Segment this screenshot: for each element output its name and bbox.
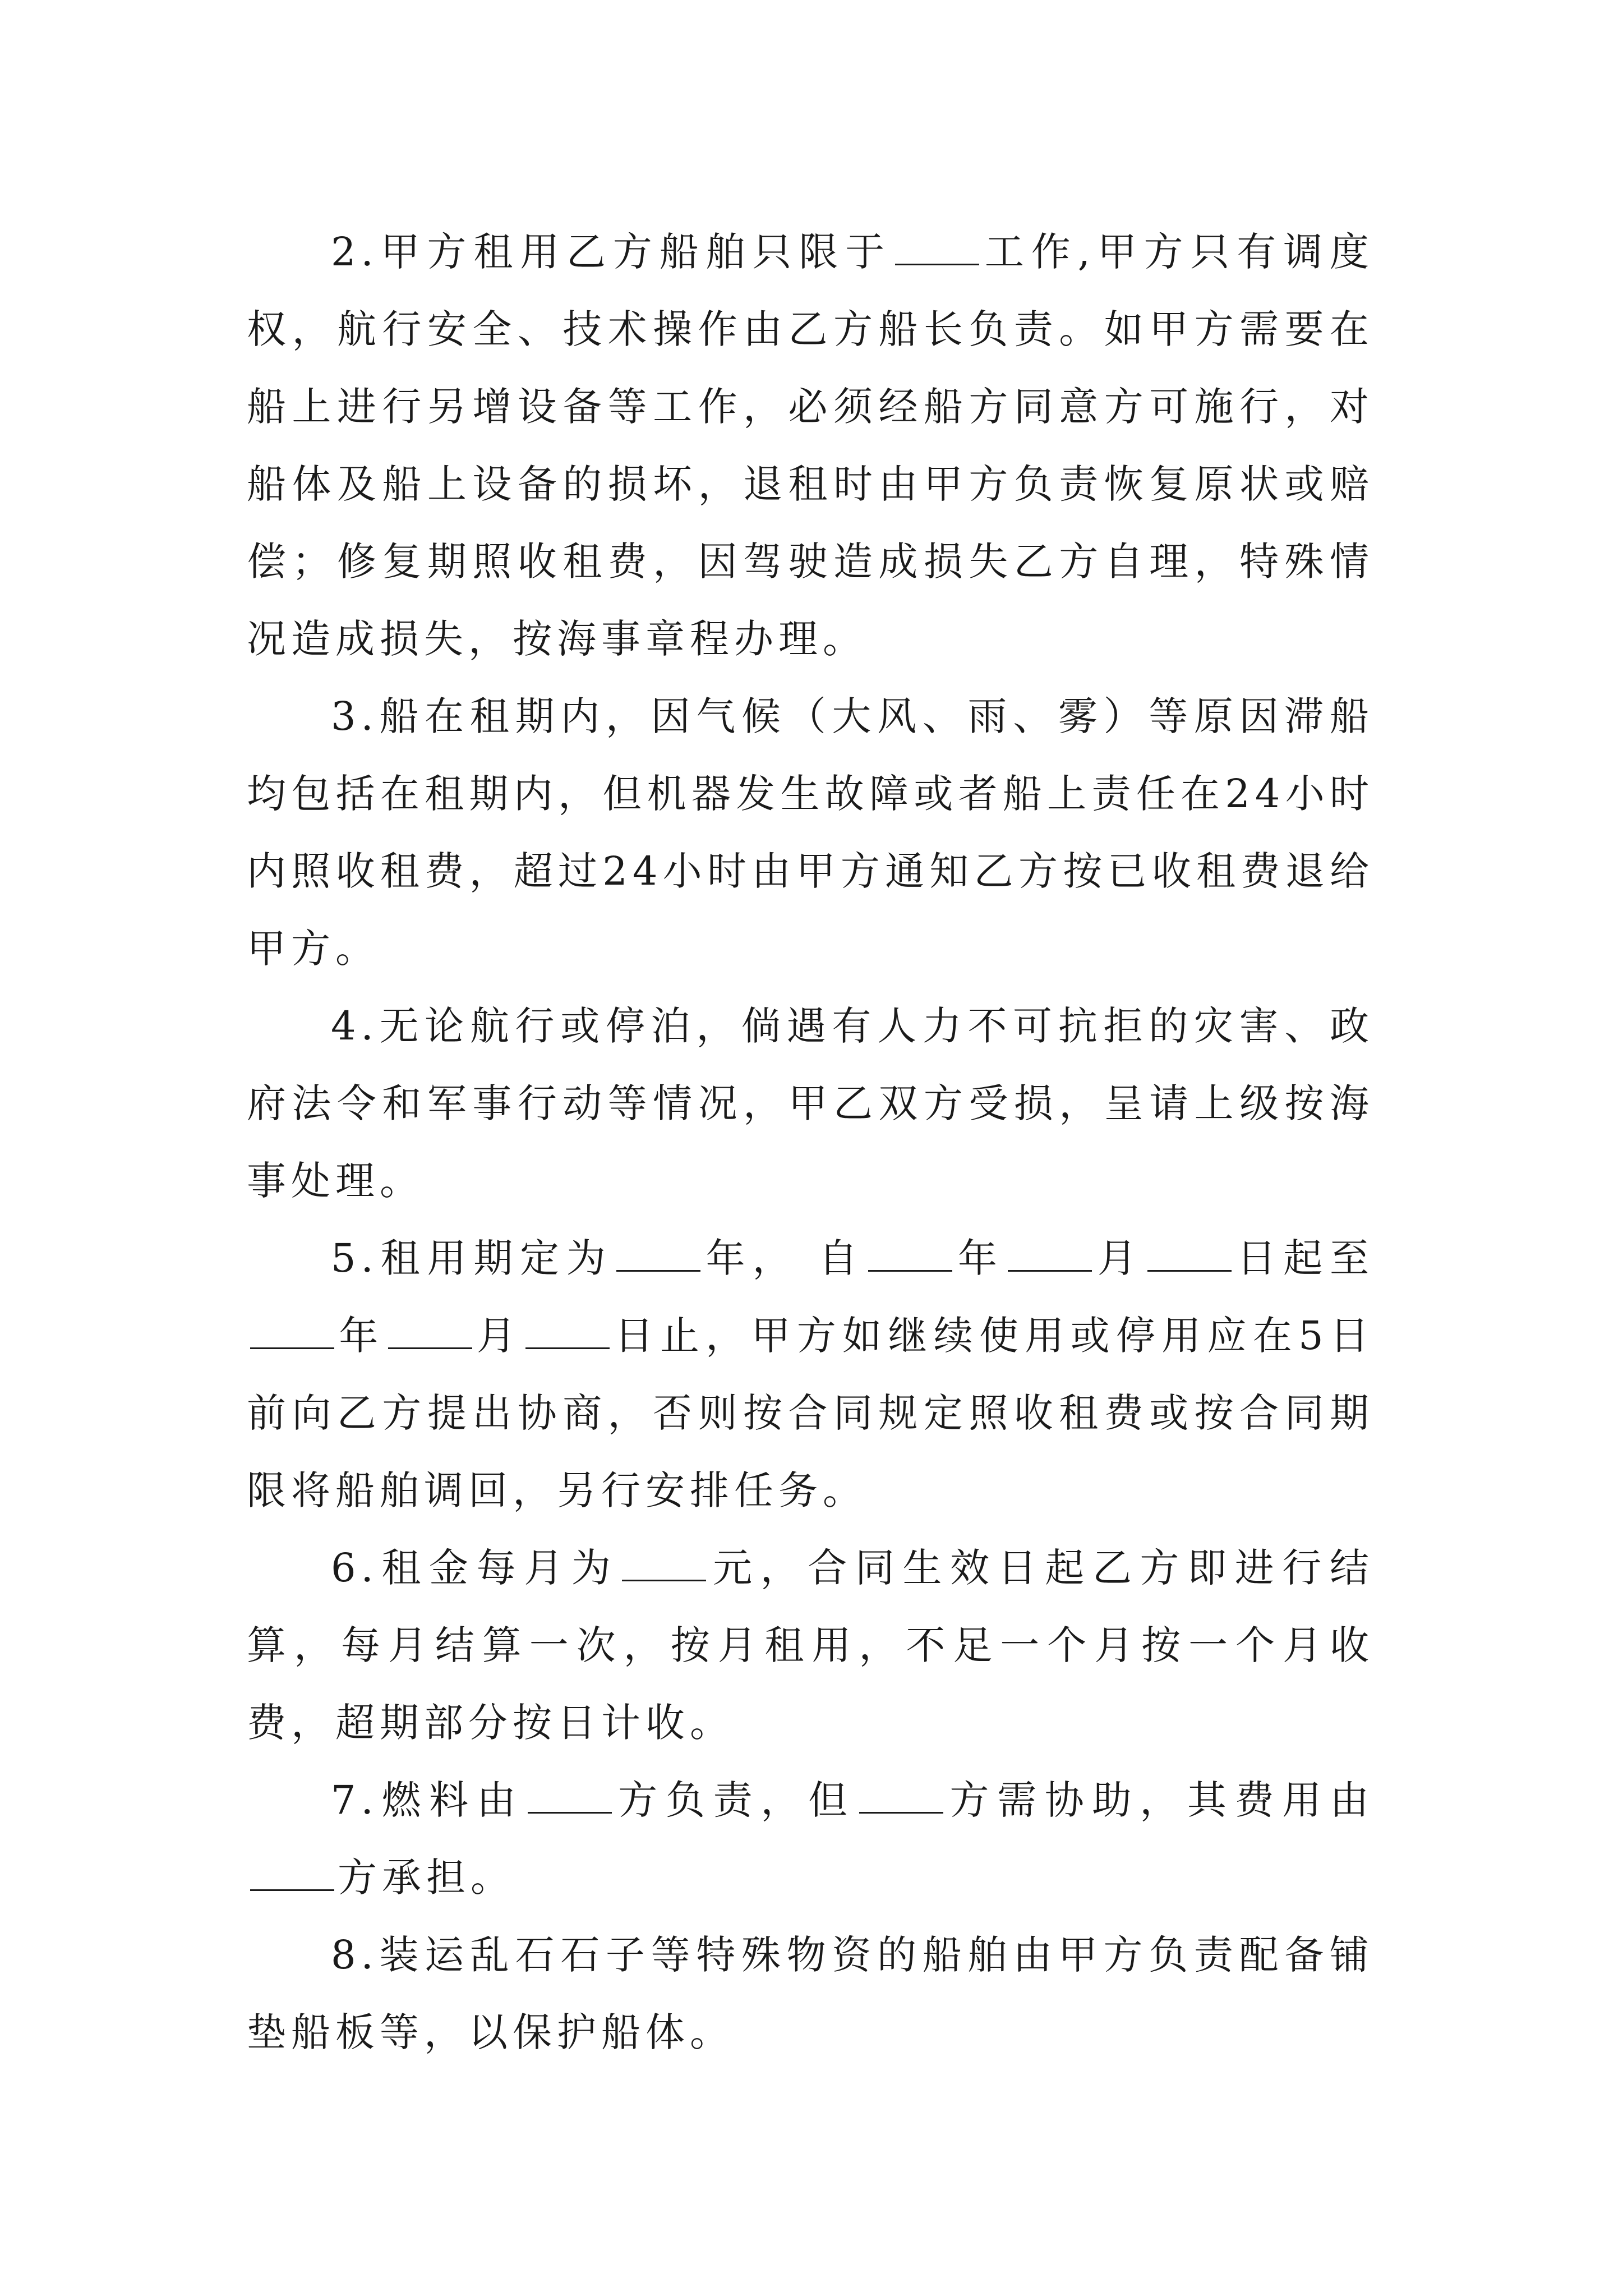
clause-2-text-a: 2.甲方租用乙方船舶只限于	[331, 229, 892, 275]
clause-5	[247, 1220, 1374, 1529]
clause-4: 4.无论航行或停泊，倘遇有人力不可抗拒的灾害、政府法令和军事行动等情况，甲乙双方受损，呈请上级按海事处理。	[247, 1003, 1374, 1204]
clause-7	[247, 1761, 1374, 1916]
fill-blank[interactable]	[388, 1312, 472, 1349]
clause-8: 8.装运乱石石子等特殊物资的船舶由甲方负责配备铺垫船板等，以保护船体。	[247, 1932, 1374, 2055]
clause-5-text-b: 年， 自	[703, 1235, 865, 1281]
clause-5-text-g: 月	[475, 1313, 523, 1359]
fill-blank[interactable]	[868, 1235, 952, 1272]
clause-5-text-h: 日止，甲方如继续使用或停用应在5日前向乙方提出协商，否则按合同规定照收租费或按合同期限将船舶调回，另行安排任务。	[247, 1313, 1375, 1513]
clause-6-text-a: 6.租金每月为	[331, 1545, 619, 1591]
clause-5-text-f: 年	[338, 1313, 385, 1359]
clause-5-text-c: 年	[956, 1235, 1004, 1281]
clause-6	[247, 1529, 1374, 1761]
clause-5-text-a: 5.租用期定为	[331, 1235, 613, 1281]
fill-blank[interactable]	[250, 1854, 334, 1891]
fill-blank[interactable]	[528, 1777, 612, 1814]
clause-7-text-b: 方负责，但	[615, 1777, 856, 1823]
clause-2	[247, 213, 1374, 678]
fill-blank[interactable]	[616, 1235, 700, 1272]
clause-3: 3.船在租期内，因气候（大风、雨、雾）等原因滞船均包括在租期内，但机器发生故障或者船上责任在24小时内照收租费，超过24小时由甲方通知乙方按已收租费退给甲方。	[247, 693, 1374, 972]
fill-blank[interactable]	[622, 1544, 706, 1581]
fill-blank[interactable]	[895, 228, 979, 265]
fill-blank[interactable]	[859, 1777, 943, 1814]
clause-6-text-b: 元，合同生效日起乙方即进行结算，每月结算一次，按月租用，不足一个月按一个月收费，超期部分按日计收。	[247, 1545, 1374, 1746]
clause-7-text-a: 7.燃料由	[331, 1777, 524, 1823]
fill-blank[interactable]	[1147, 1235, 1232, 1272]
clause-7-text-d: 方承担。	[338, 1855, 515, 1901]
clause-2-text-b: 工作,甲方只有调度权，航行安全、技术操作由乙方船长负责。如甲方需要在船上进行另增设备等工作，必须经船方同意方可施行，对船体及船上设备的损坏，退租时由甲方负责恢复原状或赔偿；修复期照收租费，因驾驶造成损失乙方自理，特殊情况造成损失，按海事章程办理。	[247, 229, 1374, 662]
clause-7-text-c: 方需协助，其费用由	[946, 1777, 1375, 1823]
clause-5-text-e: 日起至	[1234, 1235, 1375, 1281]
contract-body	[247, 213, 1374, 2071]
clause-5-text-d: 月	[1095, 1235, 1144, 1281]
fill-blank[interactable]	[525, 1312, 610, 1349]
fill-blank[interactable]	[250, 1312, 334, 1349]
fill-blank[interactable]	[1008, 1235, 1092, 1272]
